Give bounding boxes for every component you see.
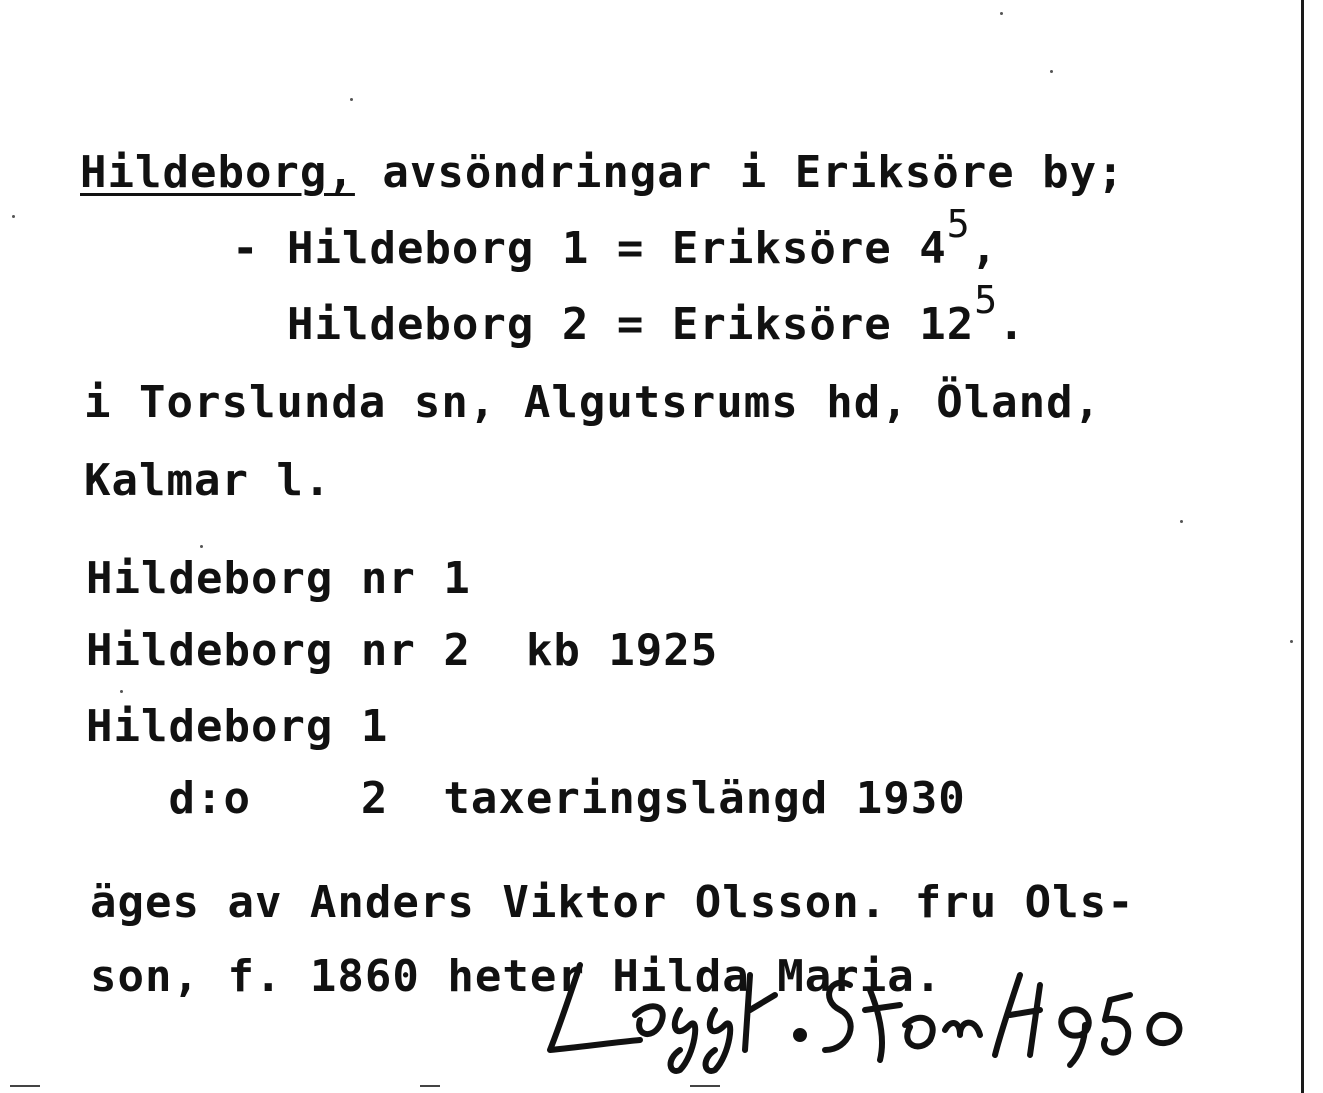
mapping-prefix: - — [232, 223, 287, 274]
edge-mark — [690, 1085, 720, 1087]
mapping-prefix — [232, 299, 287, 350]
scan-speck — [1290, 640, 1293, 643]
scan-speck — [1000, 12, 1003, 15]
mapping-end: , — [970, 223, 999, 274]
edge-mark — [420, 1085, 440, 1087]
heading-rest: avsöndringar i Eriksöre by; — [354, 147, 1125, 198]
mapping-row — [232, 278, 1026, 351]
mapping-end: . — [998, 299, 1026, 350]
source-line: Hildeborg nr 1 — [86, 553, 471, 604]
scan-speck — [12, 215, 15, 218]
owner-line: son, f. 1860 heter Hilda Maria. — [90, 951, 943, 1002]
source-line: Hildeborg 1 — [86, 701, 389, 752]
mapping-right: Eriksöre 12 — [671, 299, 975, 350]
card-right-edge — [1301, 0, 1304, 1093]
scan-speck — [120, 690, 123, 693]
mapping-superscript: 5 — [974, 278, 999, 322]
owner-line: äges av Anders Viktor Olsson. fru Ols- — [90, 877, 1135, 928]
mapping-right: Eriksöre 4 — [671, 223, 947, 274]
location-line: i Torslunda sn, Algutsrums hd, Öland, — [84, 377, 1102, 428]
mapping-row — [232, 202, 999, 275]
mapping-superscript: 5 — [946, 202, 971, 246]
mapping-sep: = — [589, 223, 672, 274]
place-name: Hildeborg, — [80, 147, 355, 198]
location-line: Kalmar l. — [84, 455, 332, 506]
scan-speck — [350, 98, 353, 101]
source-line: d:o 2 taxeringslängd 1930 — [86, 773, 966, 824]
source-line: Hildeborg nr 2 kb 1925 — [86, 625, 719, 676]
edge-mark — [10, 1085, 40, 1087]
mapping-sep: = — [589, 299, 672, 350]
scan-speck — [200, 545, 203, 548]
scan-speck — [1050, 70, 1053, 73]
mapping-left: Hildeborg 1 — [286, 223, 590, 274]
handwritten-signature — [540, 955, 1240, 1080]
mapping-left: Hildeborg 2 — [286, 299, 590, 350]
heading-line — [80, 148, 1125, 198]
scan-speck — [1180, 520, 1183, 523]
